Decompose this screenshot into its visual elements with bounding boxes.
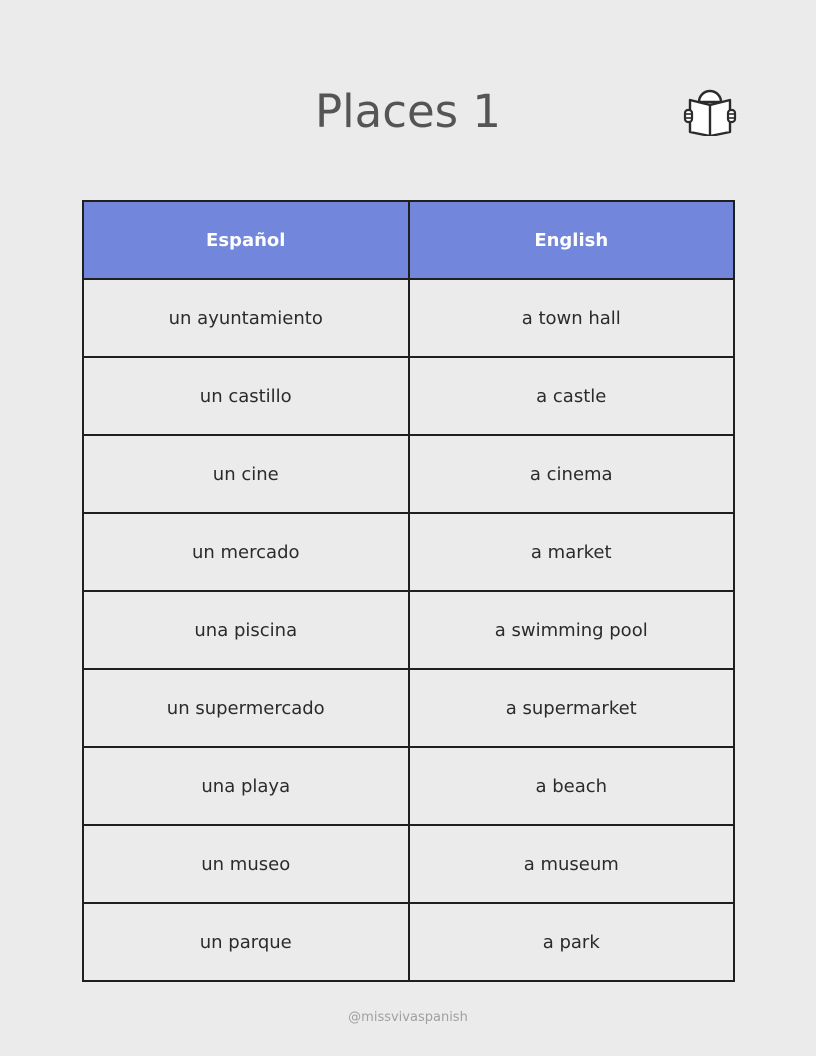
table-row xyxy=(83,279,734,357)
table-row xyxy=(83,903,734,981)
table-row xyxy=(83,669,734,747)
footer-credit: @missvivaspanish xyxy=(348,1010,468,1025)
column-header-english: English xyxy=(409,201,735,279)
page-title: Places 1 xyxy=(314,85,502,138)
table-row xyxy=(83,513,734,591)
column-header-spanish: Español xyxy=(83,201,409,279)
english-term: a park xyxy=(409,903,735,981)
english-term: a market xyxy=(409,513,735,591)
spanish-term: un ayuntamiento xyxy=(83,279,409,357)
english-term: a supermarket xyxy=(409,669,735,747)
spanish-term: un supermercado xyxy=(83,669,409,747)
table-row xyxy=(83,357,734,435)
english-term: a cinema xyxy=(409,435,735,513)
book-reader-icon xyxy=(682,84,738,136)
spanish-term: un parque xyxy=(83,903,409,981)
spanish-term: un mercado xyxy=(83,513,409,591)
spanish-term: una playa xyxy=(83,747,409,825)
spanish-term: un cine xyxy=(83,435,409,513)
english-term: a town hall xyxy=(409,279,735,357)
spanish-term: un museo xyxy=(83,825,409,903)
english-term: a beach xyxy=(409,747,735,825)
table-row xyxy=(83,591,734,669)
spanish-term: un castillo xyxy=(83,357,409,435)
spanish-term: una piscina xyxy=(83,591,409,669)
table-row xyxy=(83,435,734,513)
table-header-row xyxy=(83,201,734,279)
english-term: a castle xyxy=(409,357,735,435)
english-term: a swimming pool xyxy=(409,591,735,669)
vocabulary-table xyxy=(82,200,735,982)
english-term: a museum xyxy=(409,825,735,903)
table-row xyxy=(83,825,734,903)
table-row xyxy=(83,747,734,825)
